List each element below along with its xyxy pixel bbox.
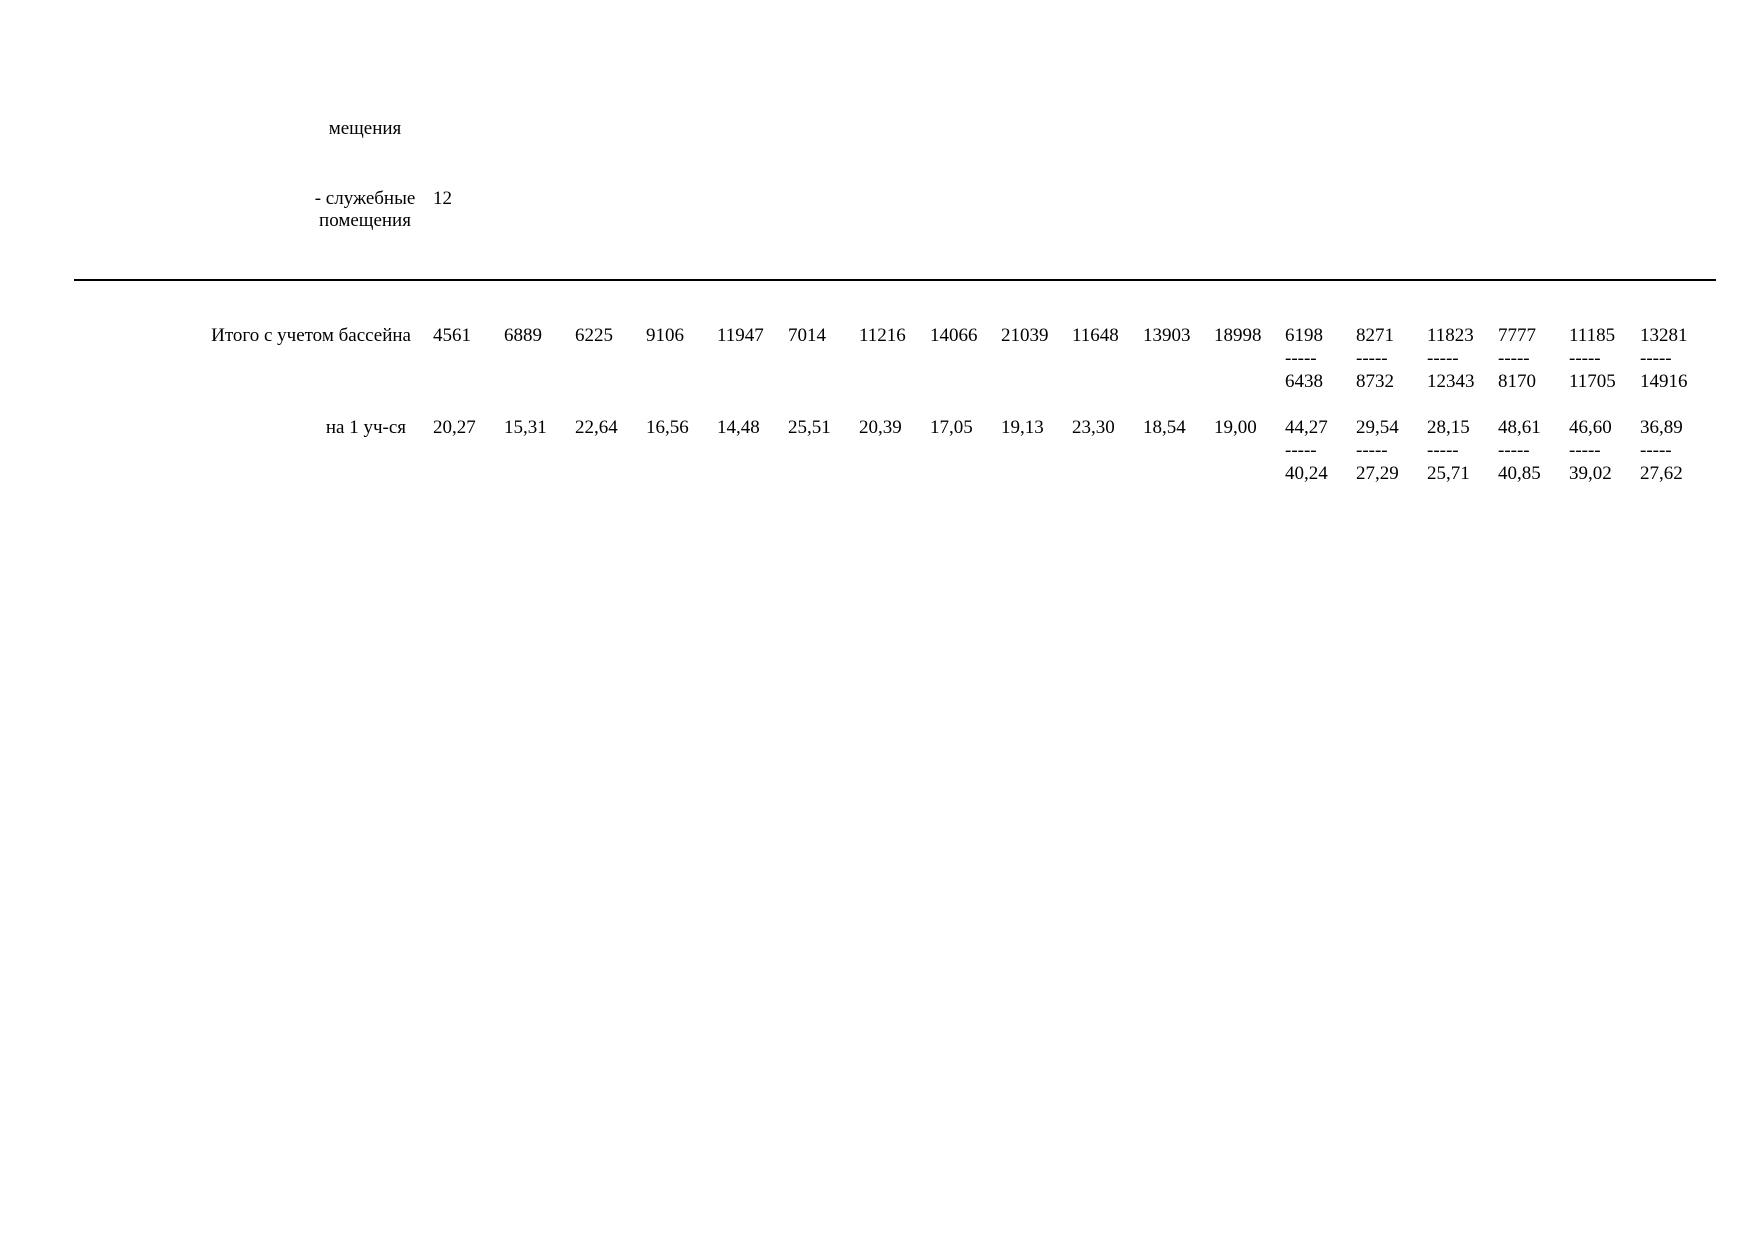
value-cell: 18998 xyxy=(1214,325,1262,346)
fraction-separator: ----- xyxy=(1640,440,1672,461)
value-cell: 22,64 xyxy=(575,417,618,438)
service-premises-label-line2: помещения xyxy=(319,210,411,231)
value-cell: 19,13 xyxy=(1001,417,1044,438)
fraction-bottom: 39,02 xyxy=(1569,463,1612,484)
value-cell: 17,05 xyxy=(930,417,973,438)
fraction-separator: ----- xyxy=(1569,348,1601,369)
fraction-bottom: 27,29 xyxy=(1356,463,1399,484)
fraction-bottom: 6438 xyxy=(1285,371,1323,392)
row-label-total: Итого с учетом бассейна xyxy=(211,325,411,346)
fraction-top: 36,89 xyxy=(1640,417,1683,438)
premises-label-fragment: мещения xyxy=(328,118,402,139)
fraction-separator: ----- xyxy=(1285,440,1317,461)
fraction-bottom: 27,62 xyxy=(1640,463,1683,484)
fraction-separator: ----- xyxy=(1569,440,1601,461)
fraction-top: 28,15 xyxy=(1427,417,1470,438)
fraction-bottom: 11705 xyxy=(1569,371,1616,392)
fraction-bottom: 8170 xyxy=(1498,371,1536,392)
value-cell: 19,00 xyxy=(1214,417,1257,438)
value-cell: 20,39 xyxy=(859,417,902,438)
fraction-top: 29,54 xyxy=(1356,417,1399,438)
value-cell: 4561 xyxy=(433,325,471,346)
fraction-top: 7777 xyxy=(1498,325,1536,346)
value-cell: 14066 xyxy=(930,325,978,346)
fraction-top: 46,60 xyxy=(1569,417,1612,438)
fraction-bottom: 40,24 xyxy=(1285,463,1328,484)
fraction-top: 11185 xyxy=(1569,325,1616,346)
value-cell: 11216 xyxy=(859,325,906,346)
service-premises-label-line1: - служебные xyxy=(314,188,416,209)
value-cell: 21039 xyxy=(1001,325,1049,346)
fraction-separator: ----- xyxy=(1356,348,1388,369)
value-cell: 6225 xyxy=(575,325,613,346)
fraction-separator: ----- xyxy=(1498,348,1530,369)
value-cell: 9106 xyxy=(646,325,684,346)
fraction-separator: ----- xyxy=(1640,348,1672,369)
fraction-bottom: 40,85 xyxy=(1498,463,1541,484)
value-cell: 13903 xyxy=(1143,325,1191,346)
value-cell: 25,51 xyxy=(788,417,831,438)
fraction-top: 6198 xyxy=(1285,325,1323,346)
value-cell: 14,48 xyxy=(717,417,760,438)
fraction-bottom: 12343 xyxy=(1427,371,1475,392)
value-cell: 11947 xyxy=(717,325,764,346)
fraction-separator: ----- xyxy=(1356,440,1388,461)
value-cell: 7014 xyxy=(788,325,826,346)
value-cell: 16,56 xyxy=(646,417,689,438)
value-cell: 6889 xyxy=(504,325,542,346)
fraction-separator: ----- xyxy=(1498,440,1530,461)
value-cell: 15,31 xyxy=(504,417,547,438)
fraction-top: 11823 xyxy=(1427,325,1474,346)
value-cell: 18,54 xyxy=(1143,417,1186,438)
fraction-separator: ----- xyxy=(1285,348,1317,369)
fraction-top: 44,27 xyxy=(1285,417,1328,438)
value-cell: 20,27 xyxy=(433,417,476,438)
fraction-top: 48,61 xyxy=(1498,417,1541,438)
table-divider xyxy=(74,279,1716,281)
fraction-top: 8271 xyxy=(1356,325,1394,346)
fraction-separator: ----- xyxy=(1427,440,1459,461)
fraction-bottom: 25,71 xyxy=(1427,463,1470,484)
fraction-bottom: 8732 xyxy=(1356,371,1394,392)
service-premises-value: 12 xyxy=(433,188,452,209)
value-cell: 11648 xyxy=(1072,325,1119,346)
fraction-top: 13281 xyxy=(1640,325,1688,346)
value-cell: 23,30 xyxy=(1072,417,1115,438)
service-premises-label xyxy=(300,188,430,232)
fraction-bottom: 14916 xyxy=(1640,371,1688,392)
fraction-separator: ----- xyxy=(1427,348,1459,369)
row-label-per-student: на 1 уч-ся xyxy=(325,417,406,438)
